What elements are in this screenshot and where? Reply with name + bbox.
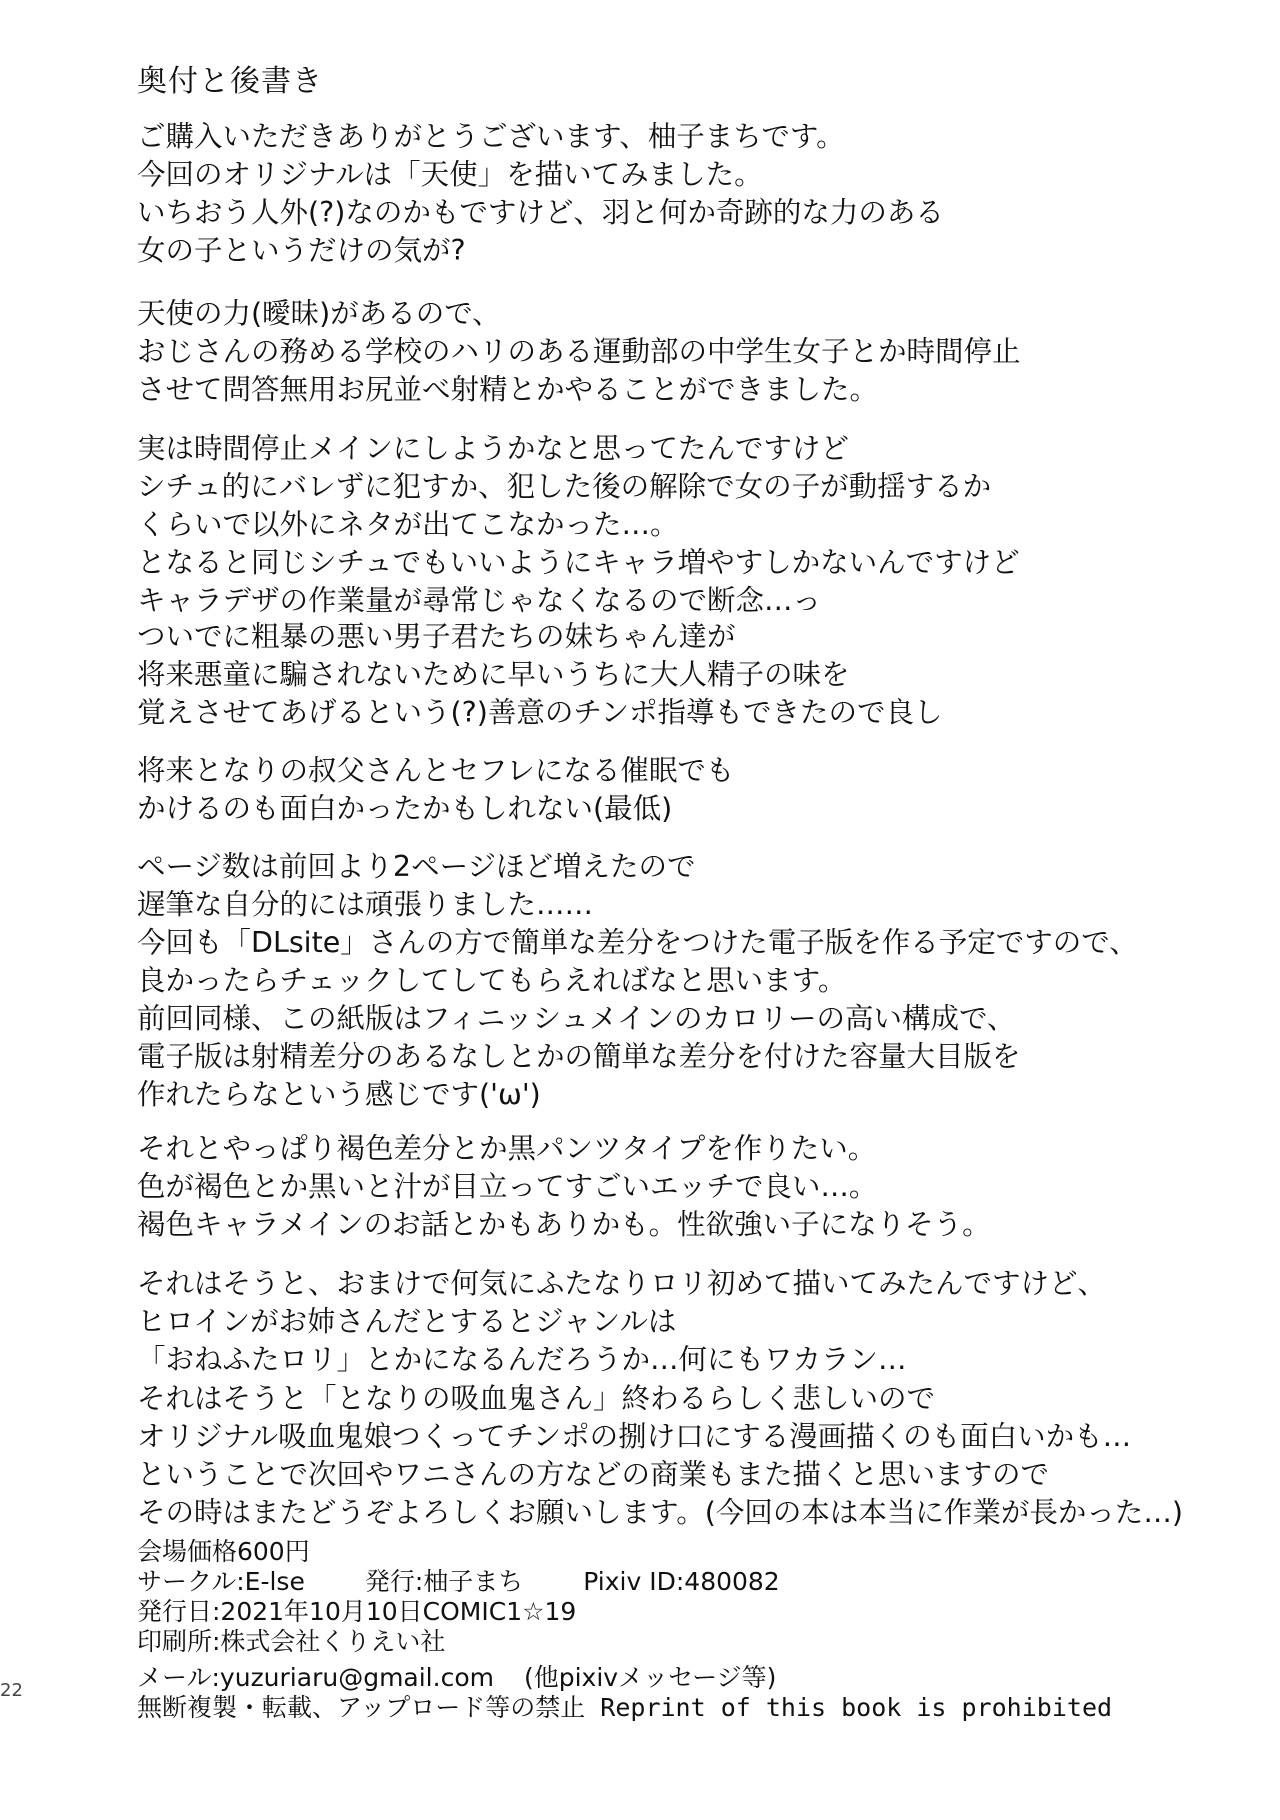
text-line: それはそうと、おまけで何気にふたなりロリ初めて描いてみたんですけど、 <box>137 1267 1107 1300</box>
pixiv-id: Pixiv ID:480082 <box>583 1567 780 1596</box>
text-line: 電子版は射精差分のあるなしとかの簡単な差分を付けた容量大目版を <box>137 1040 1021 1073</box>
text-line: となると同じシチュでもいいようにキャラ増やすしかないんですけど <box>137 546 1020 579</box>
text-line: 前回同様、この紙版はフィニッシュメインのカロリーの高い構成で、 <box>137 1002 1016 1035</box>
text-line: 作れたらなという感じです('ω') <box>137 1078 541 1111</box>
text-line: ページ数は前回より2ページほど増えたので <box>137 850 696 883</box>
paragraph-tan-variant <box>137 1130 991 1244</box>
text-line: シチュ的にバレずに犯すか、犯した後の解除で女の子が動揺するか <box>137 470 992 503</box>
mail-line <box>137 1663 1112 1693</box>
text-line: 将来となりの叔父さんとセフレになる催眠でも <box>137 754 735 787</box>
colophon <box>137 1537 1112 1723</box>
text-line: 実は時間停止メインにしようかなと思ってたんですけど <box>137 432 849 465</box>
text-line: かけるのも面白かったかもしれない(最低) <box>137 792 673 825</box>
text-line: それはそうと「となりの吸血鬼さん」終わるらしく悲しいので <box>137 1382 936 1415</box>
text-line: くらいで以外にネタが出てこなかった…。 <box>137 508 679 541</box>
text-line: ご購入いただきありがとうございます、柚子まちです。 <box>137 120 845 153</box>
text-line: オリジナル吸血鬼娘つくってチンポの捌け口にする漫画描くのも面白いかも… <box>137 1420 1132 1453</box>
text-line: ヒロインがお姉さんだとするとジャンルは <box>137 1305 677 1338</box>
text-line: いちおう人外(?)なのかもですけど、羽と何か奇跡的な力のある <box>137 196 944 229</box>
reprint-notice: 無断複製・転載、アップロード等の禁止 Reprint of this book is prohibited <box>137 1693 1113 1722</box>
paragraph-bonus <box>137 1265 1106 1379</box>
text-line: 天使の力(曖昧)があるので、 <box>137 297 501 330</box>
printer-line: 印刷所:株式会社くりえい社 <box>137 1627 446 1656</box>
mail-note: (他pixivメッセージ等) <box>523 1663 777 1692</box>
paragraph-greeting <box>137 118 944 270</box>
circle-name: サークル:E-lse <box>137 1567 305 1596</box>
publish-date-line: 発行日:2021年10月10日COMIC1☆19 <box>137 1597 577 1626</box>
text-line: ついでに粗暴の悪い男子君たちの妹ちゃん達が <box>137 620 736 653</box>
text-line: 良かったらチェックしてしてもらえればなと思います。 <box>137 964 847 997</box>
page-title: 奥付と後書き <box>137 64 323 99</box>
text-line: ということで次回やワニさんの方などの商業もまた描くと思いますので <box>137 1458 1050 1491</box>
text-line: それとやっぱり褐色差分とか黒パンツタイプを作りたい。 <box>137 1132 877 1165</box>
text-line: 今回のオリジナルは「天使」を描いてみました。 <box>137 158 763 191</box>
publisher-name: 発行:柚子まち <box>364 1567 524 1596</box>
text-line: 覚えさせてあげるという(?)善意のチンポ指導もできたので良し <box>137 696 943 729</box>
text-line: 色が褐色とか黒いと汁が目立ってすごいエッチで良い…。 <box>137 1170 878 1203</box>
text-line: 遅筆な自分的には頑張りました…… <box>137 888 594 921</box>
text-line: 「おねふたロリ」とかになるんだろうか…何にもワカラン… <box>137 1343 907 1376</box>
price-line: 会場価格600円 <box>137 1537 310 1566</box>
paragraph-time-stop <box>137 430 1020 620</box>
text-line: 女の子というだけの気が? <box>137 234 466 267</box>
paragraph-sisters <box>137 618 942 732</box>
mail-address: メール:yuzuriaru@gmail.com <box>137 1663 494 1692</box>
circle-publisher-line <box>137 1567 1112 1597</box>
text-line: その時はまたどうぞよろしくお願いします。(今回の本は本当に作業が長かった…) <box>137 1496 1183 1529</box>
text-line: 褐色キャラメインのお話とかもありかも。性欲強い子になりそう。 <box>137 1208 991 1241</box>
paragraph-hypnosis <box>137 752 734 828</box>
text-line: おじさんの務める学校のハリのある運動部の中学生女子とか時間停止 <box>137 335 1021 368</box>
page-number: 22 <box>0 1680 23 1701</box>
text-line: させて問答無用お尻並べ射精とかやることができました。 <box>137 373 879 406</box>
text-line: キャラデザの作業量が尋常じゃなくなるので断念…っ <box>137 584 822 617</box>
paragraph-page-count <box>137 848 1138 1114</box>
paragraph-angel-power <box>137 295 1021 409</box>
text-line: 将来悪童に騙されないために早いうちに大人精子の味を <box>137 658 850 691</box>
text-line: 今回も「DLsite」さんの方で簡単な差分をつけた電子版を作る予定ですので、 <box>137 926 1138 959</box>
paragraph-next-time <box>137 1380 1183 1532</box>
